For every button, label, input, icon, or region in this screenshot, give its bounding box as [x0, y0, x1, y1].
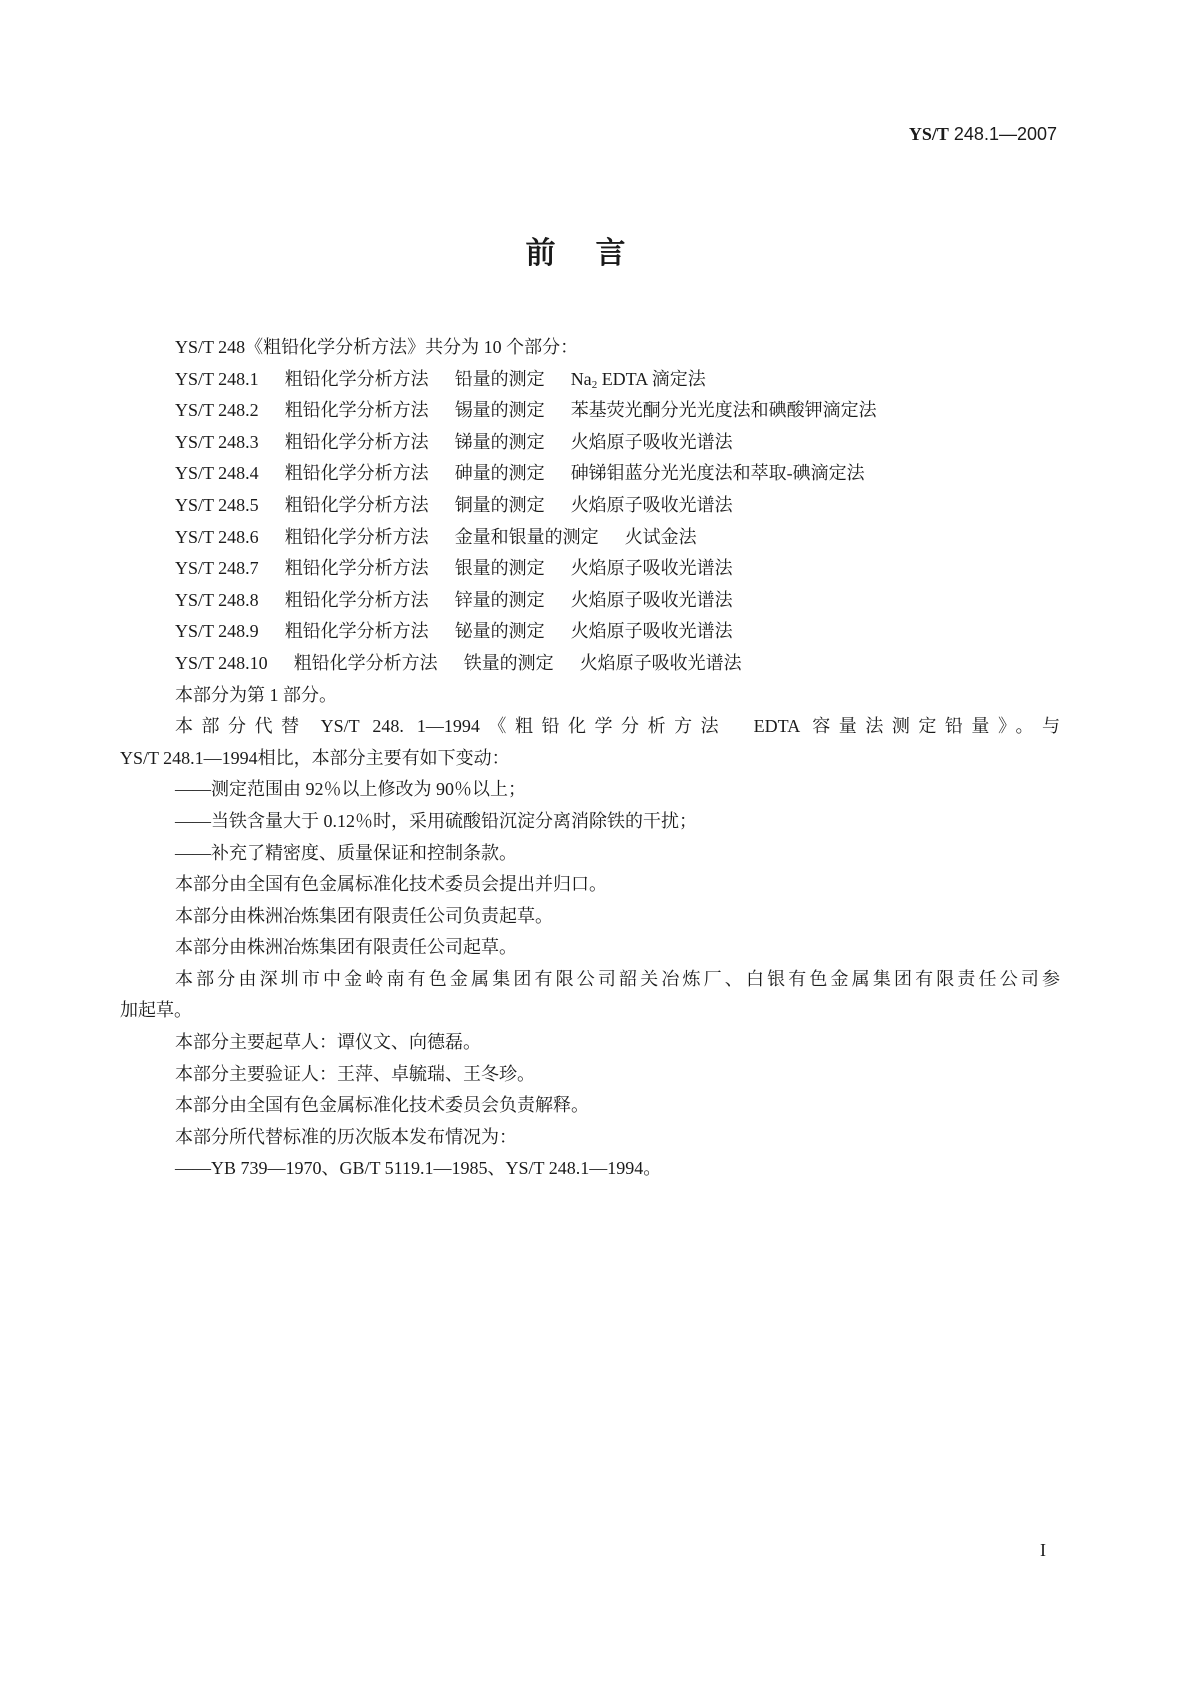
proposed-by-paragraph: 本部分由全国有色金属标准化技术委员会提出并归口。	[175, 874, 607, 895]
history-intro-paragraph: 本部分所代替标准的历次版本发布情况为：	[175, 1126, 517, 1147]
history-paragraph: ——YB 739—1970、GB/T 5119.1—1985、YS/T 248.1—1994。	[175, 1158, 662, 1179]
change-item: ——测定范围由 92％以上修改为 90％以上；	[175, 779, 526, 800]
change-item: ——当铁含量大于 0.12％时，采用硫酸铅沉淀分离消除铁的干扰；	[175, 810, 697, 831]
responsible-drafter-paragraph: 本部分由株洲冶炼集团有限责任公司负责起草。	[175, 905, 553, 926]
verifiers-paragraph: 本部分主要验证人：王萍、卓毓瑞、王冬珍。	[175, 1063, 535, 1084]
replaces-paragraph-line2: YS/T 248.1—1994相比，本部分主要有如下变动：	[120, 747, 510, 768]
replaces-paragraph-line1: 本部分代替 YS/T 248. 1—1994《粗铅化学分析方法 EDTA 容量法测定铅量》。与	[175, 716, 1060, 737]
part-list-item: YS/T 248.8 粗铅化学分析方法 锌量的测定 火焰原子吸收光谱法	[175, 589, 733, 610]
part-list-item: YS/T 248.6 粗铅化学分析方法 金量和银量的测定 火试金法	[175, 526, 697, 547]
part-list-item: YS/T 248.10 粗铅化学分析方法 铁量的测定 火焰原子吸收光谱法	[175, 652, 742, 673]
part-list-item: YS/T 248.7 粗铅化学分析方法 银量的测定 火焰原子吸收光谱法	[175, 558, 733, 579]
participants-paragraph-line2: 加起草。	[120, 1000, 192, 1021]
standard-number: 248.1—2007	[948, 124, 1057, 144]
standard-prefix: YS/T	[908, 124, 949, 144]
part-number-paragraph: 本部分为第 1 部分。	[175, 684, 337, 705]
part-list-item: YS/T 248.4 粗铅化学分析方法 砷量的测定 砷锑钼蓝分光光度法和萃取-碘滴定法	[175, 463, 865, 484]
interpretation-paragraph: 本部分由全国有色金属标准化技术委员会负责解释。	[175, 1095, 589, 1116]
intro-paragraph: YS/T 248《粗铅化学分析方法》共分为 10 个部分：	[175, 337, 579, 357]
part-list-item: YS/T 248.5 粗铅化学分析方法 铜量的测定 火焰原子吸收光谱法	[175, 494, 733, 515]
part-list-item: YS/T 248.3 粗铅化学分析方法 锑量的测定 火焰原子吸收光谱法	[175, 431, 733, 452]
part-list-item: YS/T 248.9 粗铅化学分析方法 铋量的测定 火焰原子吸收光谱法	[175, 621, 733, 642]
drafter-paragraph: 本部分由株洲冶炼集团有限责任公司起草。	[175, 937, 517, 958]
standard-code	[909, 124, 1057, 145]
part-list-item: YS/T 248.2 粗铅化学分析方法 锡量的测定 苯基荧光酮分光光度法和碘酸钾滴定法	[175, 400, 877, 421]
main-drafters-paragraph: 本部分主要起草人：谭仪文、向德磊。	[175, 1032, 481, 1053]
page-number: I	[1040, 1540, 1046, 1560]
participants-paragraph-line1: 本部分由深圳市中金岭南有色金属集团有限公司韶关冶炼厂、白银有色金属集团有限责任公司参	[175, 968, 1060, 989]
page-title: 前言	[525, 236, 666, 271]
document-body	[120, 332, 1060, 1185]
change-item: ——补充了精密度、质量保证和控制条款。	[175, 842, 517, 863]
part-list-item: YS/T 248.1 粗铅化学分析方法 铅量的测定 $Na_2$ EDTA 滴定法	[175, 368, 706, 391]
